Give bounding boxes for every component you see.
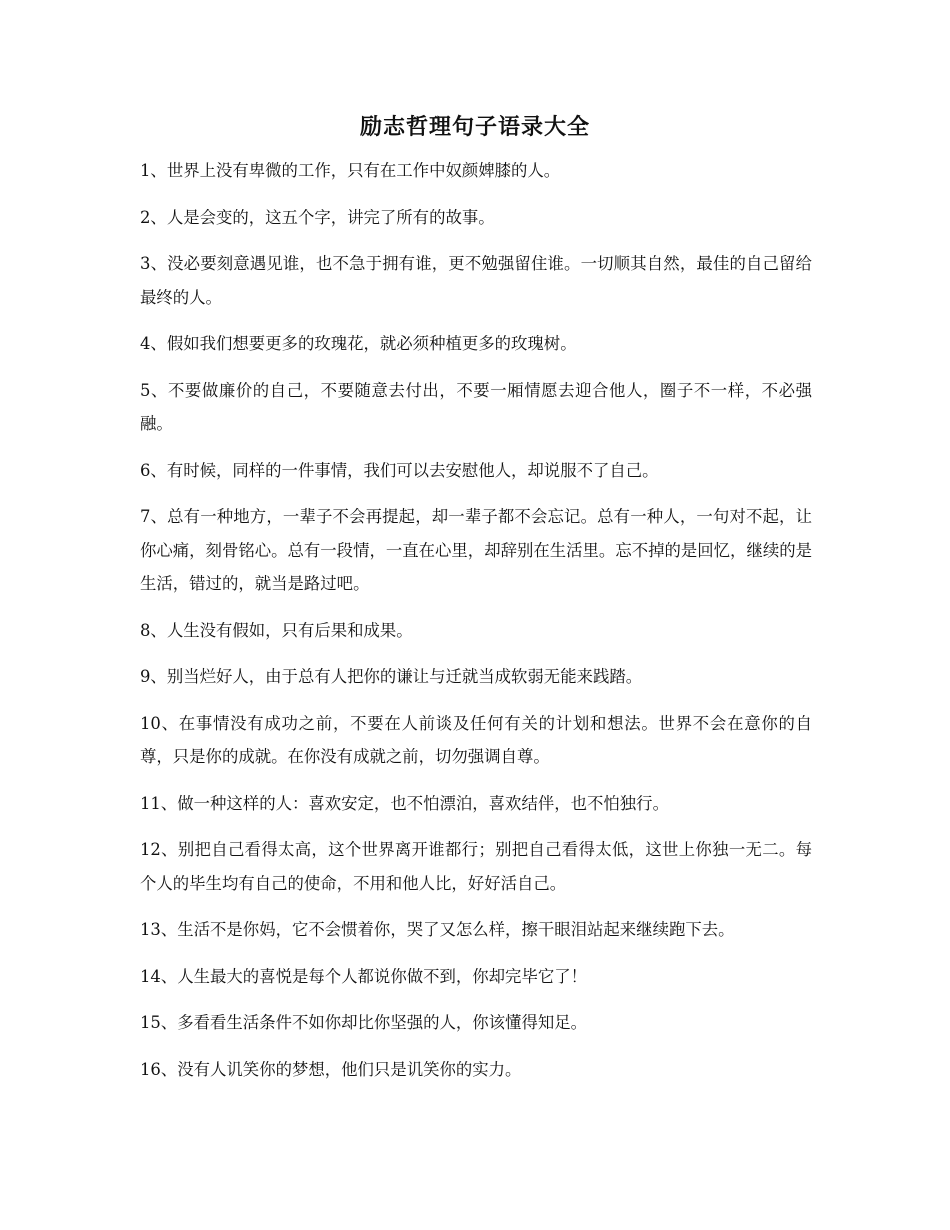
quote-paragraph-15: 15、多看看生活条件不如你却比你坚强的人，你该懂得知足。 [140, 1013, 588, 1032]
quote-paragraph-16: 16、没有人讥笑你的梦想，他们只是讥笑你的实力。 [140, 1059, 522, 1079]
quote-paragraph-7: 7、总有一种地方，一辈子不会再提起，却一辈子都不会忘记。总有一种人，一句对不起，让你心痛，刻骨铭心。总有一段情，一直在心里，却辞别在生活里。忘不掉的是回忆，继续的是生活，错过的，就当是路过吧。 [140, 507, 813, 593]
quote-paragraph-3: 3、没必要刻意遇见谁，也不急于拥有谁，更不勉强留住谁。一切顺其自然，最佳的自己留给最终的人。 [140, 254, 812, 307]
document-title: 励志哲理句子语录大全 [359, 114, 590, 140]
quote-paragraph-12: 12、别把自己看得太高，这个世界离开谁都行；别把自己看得太低，这世上你独一无二。每个人的毕生均有自己的使命，不用和他人比，好好活自己。 [140, 840, 812, 893]
quote-paragraph-5: 5、不要做廉价的自己，不要随意去付出，不要一厢情愿去迎合他人，圈子不一样，不必强融。 [140, 380, 812, 433]
quote-paragraph-1: 1、世界上没有卑微的工作，只有在工作中奴颜婢膝的人。 [140, 161, 561, 180]
quote-paragraph-8: 8、人生没有假如，只有后果和成果。 [140, 620, 413, 640]
quote-paragraph-6: 6、有时候，同样的一件事情，我们可以去安慰他人，却说服不了自己。 [140, 460, 659, 480]
document-body [140, 154, 812, 1099]
quote-paragraph-9: 9、别当烂好人，由于总有人把你的谦让与迁就当成软弱无能来践踏。 [140, 667, 643, 686]
quote-paragraph-13: 13、生活不是你妈，它不会惯着你，哭了又怎么样，擦干眼泪站起来继续跑下去。 [140, 920, 735, 939]
quote-paragraph-11: 11、做一种这样的人：喜欢安定，也不怕漂泊，喜欢结伴，也不怕独行。 [140, 793, 669, 813]
quote-paragraph-10: 10、在事情没有成功之前，不要在人前谈及任何有关的计划和想法。世界不会在意你的自尊，只是你的成就。在你没有成就之前，切勿强调自尊。 [140, 713, 812, 766]
quote-paragraph-2: 2、人是会变的，这五个字，讲完了所有的故事。 [140, 207, 495, 227]
quote-paragraph-14: 14、人生最大的喜悦是每个人都说你做不到，你却完毕它了！ [140, 966, 588, 986]
quote-paragraph-4: 4、假如我们想要更多的玫瑰花，就必须种植更多的玫瑰树。 [140, 334, 577, 353]
